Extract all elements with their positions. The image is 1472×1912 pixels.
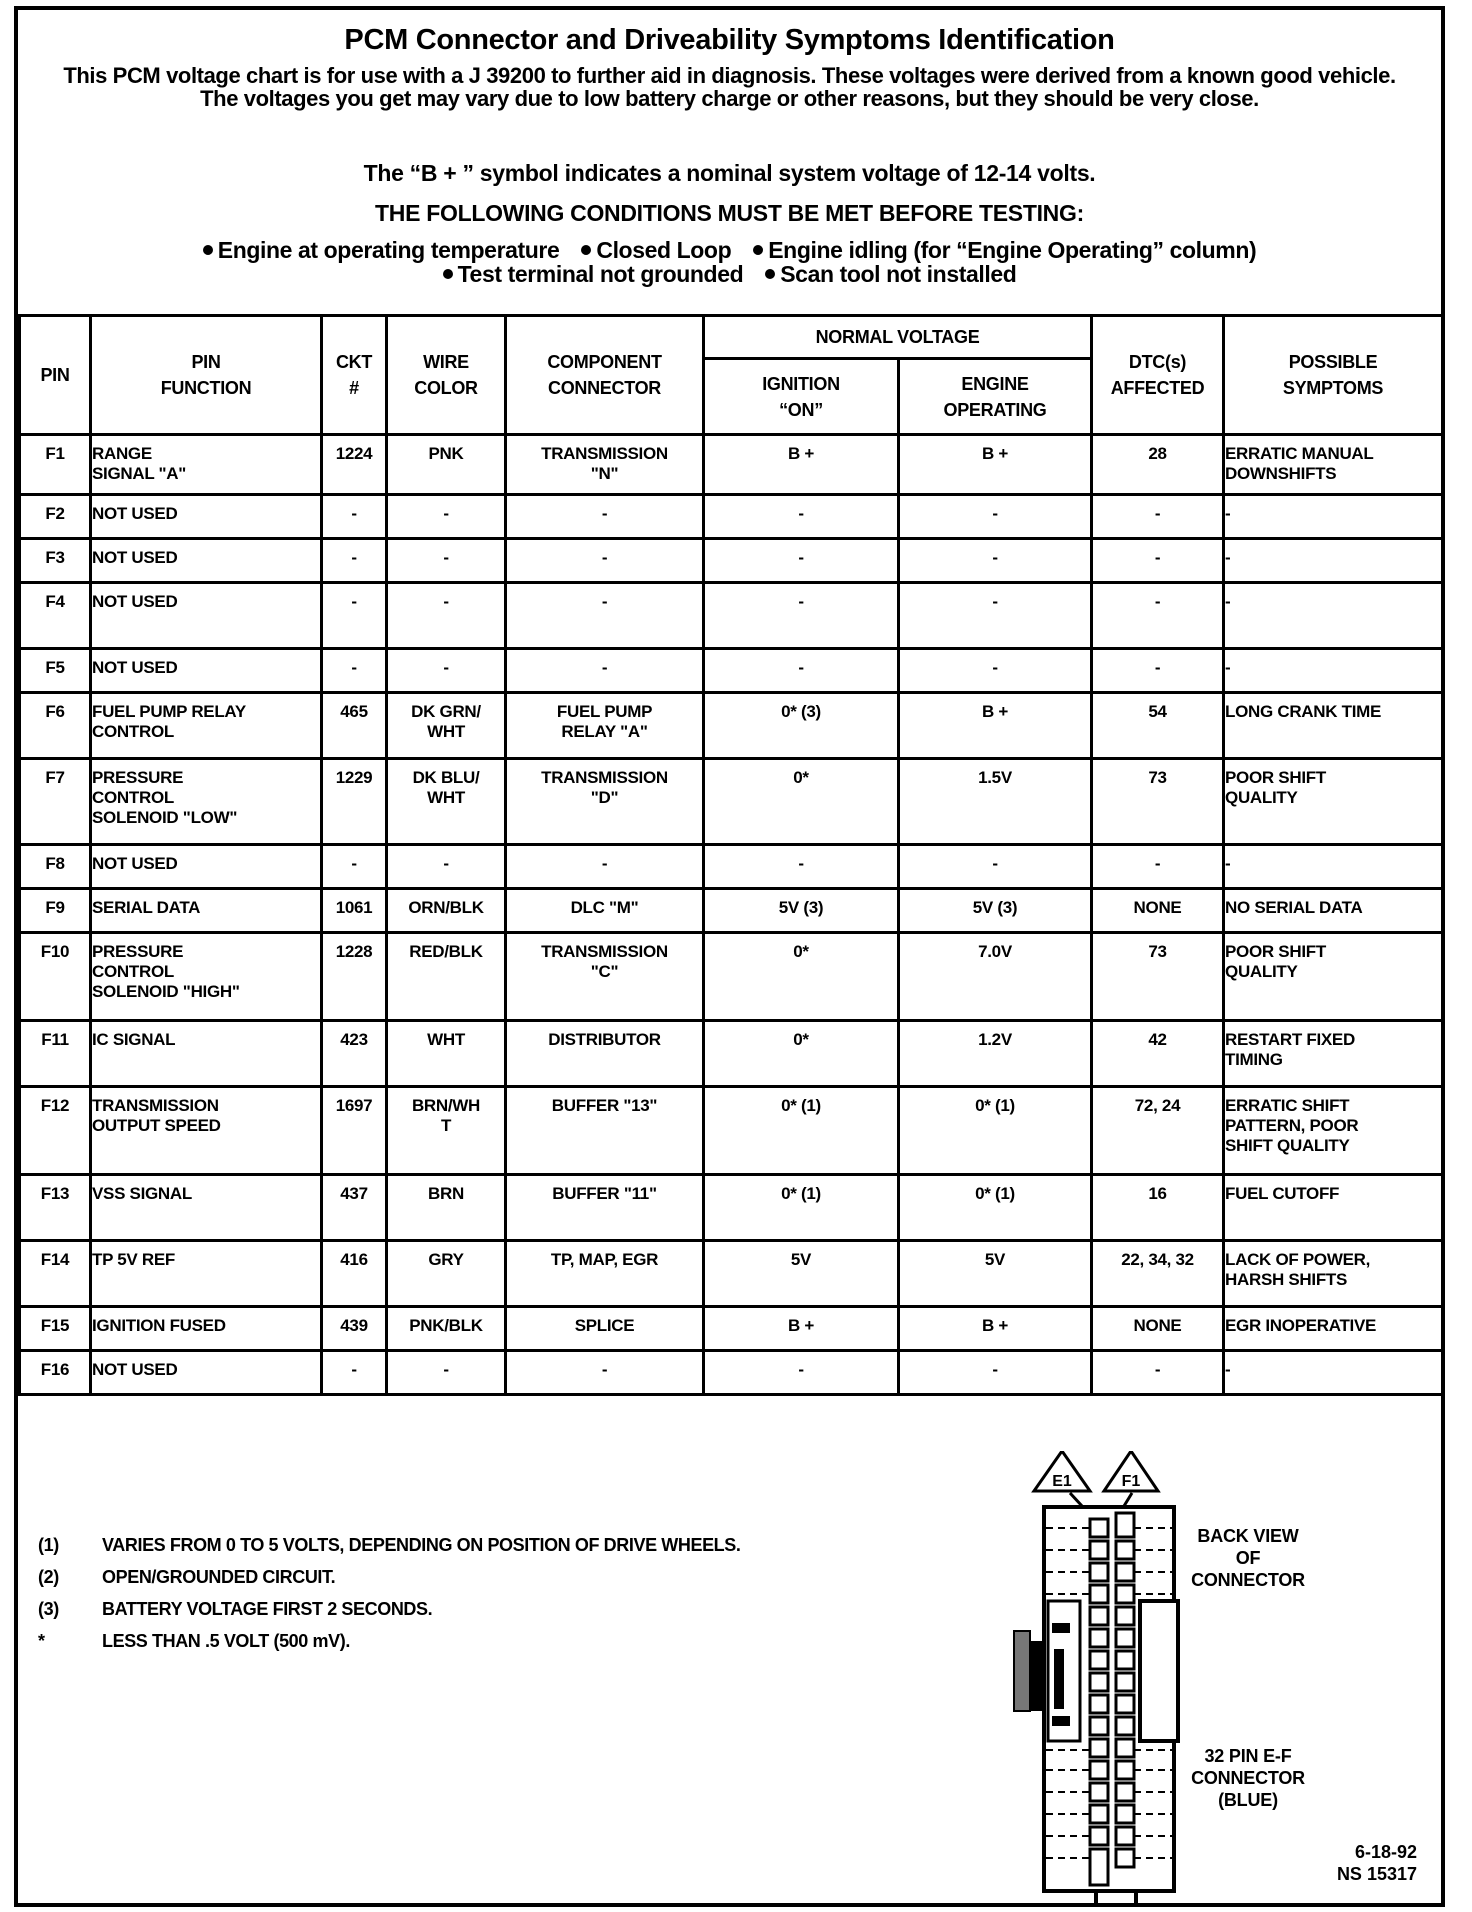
pin-cell: F10	[20, 933, 91, 1021]
table-row	[20, 1175, 1443, 1241]
dtc-affected-cell: 73	[1092, 933, 1224, 1021]
ignition-on-voltage-cell: -	[704, 583, 899, 649]
ckt-cell: -	[322, 1351, 387, 1395]
table-row	[20, 1087, 1443, 1175]
ignition-on-voltage-cell: -	[704, 845, 899, 889]
pin-function-cell: IGNITION FUSED	[91, 1307, 322, 1351]
conditions-title: THE FOLLOWING CONDITIONS MUST BE MET BEFORE TESTING:	[375, 200, 1084, 226]
footnote-3: (3) BATTERY VOLTAGE FIRST 2 SECONDS.	[38, 1599, 433, 1619]
bullet-icon	[203, 245, 213, 255]
engine-operating-voltage-cell: 7.0V	[899, 933, 1092, 1021]
wire-color-cell: -	[387, 583, 506, 649]
dtc-affected-cell: 28	[1092, 435, 1224, 495]
wire-color-cell: BRN/WH T	[387, 1087, 506, 1175]
pin-function-cell: NOT USED	[91, 649, 322, 693]
ignition-on-voltage-cell: 0* (1)	[704, 1175, 899, 1241]
possible-symptoms-cell: -	[1224, 1351, 1443, 1395]
ckt-cell: 437	[322, 1175, 387, 1241]
engine-operating-voltage-cell: 5V (3)	[899, 889, 1092, 933]
pin-cell: F15	[20, 1307, 91, 1351]
possible-symptoms-cell: FUEL CUTOFF	[1224, 1175, 1443, 1241]
table-row	[20, 495, 1443, 539]
table-row	[20, 1241, 1443, 1307]
table-row	[20, 933, 1443, 1021]
dtc-affected-cell: NONE	[1092, 1307, 1224, 1351]
ckt-cell: -	[322, 583, 387, 649]
header-possible-symptoms: POSSIBLE SYMPTOMS	[1224, 316, 1443, 435]
pin-cell: F6	[20, 693, 91, 759]
pin-cell: F13	[20, 1175, 91, 1241]
pin-cell: F2	[20, 495, 91, 539]
ckt-cell: -	[322, 539, 387, 583]
e1-label: E1	[1052, 1473, 1072, 1490]
ignition-on-voltage-cell: -	[704, 539, 899, 583]
engine-operating-voltage-cell: -	[899, 539, 1092, 583]
engine-operating-voltage-cell: 1.2V	[899, 1021, 1092, 1087]
component-connector-cell: SPLICE	[506, 1307, 704, 1351]
pin-function-cell: IC SIGNAL	[91, 1021, 322, 1087]
bullet-icon	[765, 269, 775, 279]
footnotes	[38, 1529, 740, 1657]
pin-cell: F1	[20, 435, 91, 495]
ckt-cell: 416	[322, 1241, 387, 1307]
table-row	[20, 583, 1443, 649]
table-row	[20, 889, 1443, 933]
pin-function-cell: SERIAL DATA	[91, 889, 322, 933]
component-connector-cell: TRANSMISSION "D"	[506, 759, 704, 845]
pin-function-cell: RANGE SIGNAL "A"	[91, 435, 322, 495]
dtc-affected-cell: -	[1092, 845, 1224, 889]
component-connector-cell: -	[506, 495, 704, 539]
pin-cell: F8	[20, 845, 91, 889]
dtc-affected-cell: -	[1092, 583, 1224, 649]
ignition-on-voltage-cell: -	[704, 649, 899, 693]
component-connector-cell: TRANSMISSION "N"	[506, 435, 704, 495]
table-row	[20, 649, 1443, 693]
table-row	[20, 1351, 1443, 1395]
dtc-affected-cell: 16	[1092, 1175, 1224, 1241]
table-row	[20, 1307, 1443, 1351]
component-connector-cell: -	[506, 845, 704, 889]
ckt-cell: 1224	[322, 435, 387, 495]
engine-operating-voltage-cell: -	[899, 583, 1092, 649]
possible-symptoms-cell: -	[1224, 495, 1443, 539]
pin-function-cell: FUEL PUMP RELAY CONTROL	[91, 693, 322, 759]
dtc-affected-cell: 42	[1092, 1021, 1224, 1087]
conditions-line-2	[18, 262, 1441, 286]
engine-operating-voltage-cell: 5V	[899, 1241, 1092, 1307]
ignition-on-voltage-cell: 0*	[704, 1021, 899, 1087]
wire-color-cell: -	[387, 1351, 506, 1395]
ckt-cell: 1228	[322, 933, 387, 1021]
pin-cell: F7	[20, 759, 91, 845]
back-view-label: BACK VIEW OF CONNECTOR	[1191, 1526, 1305, 1590]
pin-cell: F14	[20, 1241, 91, 1307]
bplus-note: The “B + ” symbol indicates a nominal system voltage of 12-14 volts.	[363, 160, 1096, 186]
ckt-cell: 439	[322, 1307, 387, 1351]
possible-symptoms-cell: LONG CRANK TIME	[1224, 693, 1443, 759]
pin-function-cell: NOT USED	[91, 495, 322, 539]
footnote-2: (2) OPEN/GROUNDED CIRCUIT.	[38, 1567, 336, 1587]
component-connector-cell: FUEL PUMP RELAY "A"	[506, 693, 704, 759]
dtc-affected-cell: 73	[1092, 759, 1224, 845]
ckt-cell: 1697	[322, 1087, 387, 1175]
engine-operating-voltage-cell: 0* (1)	[899, 1087, 1092, 1175]
ckt-cell: -	[322, 649, 387, 693]
ckt-cell: 1061	[322, 889, 387, 933]
pin-cell: F16	[20, 1351, 91, 1395]
wire-color-cell: WHT	[387, 1021, 506, 1087]
engine-operating-voltage-cell: -	[899, 845, 1092, 889]
document-frame	[14, 6, 1445, 1907]
wire-color-cell: GRY	[387, 1241, 506, 1307]
header-dtc-affected: DTC(s) AFFECTED	[1092, 316, 1224, 435]
dtc-affected-cell: 54	[1092, 693, 1224, 759]
ignition-on-voltage-cell: 5V (3)	[704, 889, 899, 933]
component-connector-cell: DLC "M"	[506, 889, 704, 933]
engine-operating-voltage-cell: 0* (1)	[899, 1175, 1092, 1241]
table-row	[20, 693, 1443, 759]
possible-symptoms-cell: POOR SHIFT QUALITY	[1224, 933, 1443, 1021]
header-engine-operating: ENGINE OPERATING	[899, 359, 1092, 435]
ignition-on-voltage-cell: -	[704, 495, 899, 539]
table-row	[20, 759, 1443, 845]
bullet-icon	[753, 245, 763, 255]
dtc-affected-cell: -	[1092, 649, 1224, 693]
footnote-1: (1) VARIES FROM 0 TO 5 VOLTS, DEPENDING ON POSITION OF DRIVE WHEELS.	[38, 1535, 741, 1555]
component-connector-cell: TRANSMISSION "C"	[506, 933, 704, 1021]
dtc-affected-cell: 72, 24	[1092, 1087, 1224, 1175]
component-connector-cell: -	[506, 583, 704, 649]
pin-cell: F3	[20, 539, 91, 583]
dtc-affected-cell: -	[1092, 1351, 1224, 1395]
ckt-cell: -	[322, 845, 387, 889]
pin-function-cell: VSS SIGNAL	[91, 1175, 322, 1241]
engine-operating-voltage-cell: B +	[899, 1307, 1092, 1351]
table-row	[20, 539, 1443, 583]
wire-color-cell: RED/BLK	[387, 933, 506, 1021]
possible-symptoms-cell: -	[1224, 845, 1443, 889]
component-connector-cell: -	[506, 539, 704, 583]
possible-symptoms-cell: NO SERIAL DATA	[1224, 889, 1443, 933]
page-title: PCM Connector and Driveability Symptoms Identification	[344, 24, 1115, 56]
possible-symptoms-cell: RESTART FIXED TIMING	[1224, 1021, 1443, 1087]
ckt-cell: -	[322, 495, 387, 539]
document-date: 6-18-92	[1354, 1842, 1417, 1862]
condition-item: Engine at operating temperature	[203, 237, 560, 263]
wire-color-cell: DK BLU/ WHT	[387, 759, 506, 845]
possible-symptoms-cell: -	[1224, 649, 1443, 693]
ignition-on-voltage-cell: 0* (3)	[704, 693, 899, 759]
footer-section	[18, 1421, 1441, 1903]
ignition-on-voltage-cell: 0*	[704, 933, 899, 1021]
wire-color-cell: BRN	[387, 1175, 506, 1241]
condition-item: Engine idling (for “Engine Operating” column)	[753, 237, 1256, 263]
ignition-on-voltage-cell: 0* (1)	[704, 1087, 899, 1175]
ignition-on-voltage-cell: B +	[704, 1307, 899, 1351]
wire-color-cell: -	[387, 539, 506, 583]
engine-operating-voltage-cell: 1.5V	[899, 759, 1092, 845]
conditions-line-1	[18, 238, 1441, 262]
wire-color-cell: ORN/BLK	[387, 889, 506, 933]
possible-symptoms-cell: -	[1224, 539, 1443, 583]
header-wire-color: WIRE COLOR	[387, 316, 506, 435]
wire-color-cell: PNK	[387, 435, 506, 495]
ckt-cell: 465	[322, 693, 387, 759]
component-connector-cell: BUFFER "13"	[506, 1087, 704, 1175]
engine-operating-voltage-cell: B +	[899, 435, 1092, 495]
engine-operating-voltage-cell: -	[899, 495, 1092, 539]
pin-function-cell: NOT USED	[91, 583, 322, 649]
engine-operating-voltage-cell: B +	[899, 693, 1092, 759]
footnote-asterisk: * LESS THAN .5 VOLT (500 mV).	[38, 1631, 350, 1651]
component-connector-cell: TP, MAP, EGR	[506, 1241, 704, 1307]
ckt-cell: 423	[322, 1021, 387, 1087]
component-connector-cell: -	[506, 1351, 704, 1395]
table-row	[20, 1021, 1443, 1087]
pcm-voltage-table	[18, 314, 1444, 1396]
table-row	[20, 435, 1443, 495]
possible-symptoms-cell: ERRATIC SHIFT PATTERN, POOR SHIFT QUALITY	[1224, 1087, 1443, 1175]
pin-function-cell: NOT USED	[91, 845, 322, 889]
pin-function-cell: NOT USED	[91, 1351, 322, 1395]
ckt-cell: 1229	[322, 759, 387, 845]
component-connector-cell: -	[506, 649, 704, 693]
wire-color-cell: -	[387, 649, 506, 693]
wire-color-cell: -	[387, 845, 506, 889]
document-header	[18, 10, 1441, 314]
component-connector-cell: BUFFER "11"	[506, 1175, 704, 1241]
wire-color-cell: PNK/BLK	[387, 1307, 506, 1351]
possible-symptoms-cell: ERRATIC MANUAL DOWNSHIFTS	[1224, 435, 1443, 495]
pin-cell: F5	[20, 649, 91, 693]
f1-label: F1	[1121, 1473, 1141, 1490]
header-component-connector: COMPONENT CONNECTOR	[506, 316, 704, 435]
dtc-affected-cell: NONE	[1092, 889, 1224, 933]
possible-symptoms-cell: EGR INOPERATIVE	[1224, 1307, 1443, 1351]
intro-paragraph: This PCM voltage chart is for use with a J 39200 to further aid in diagnosis. These voltages were derived from a known good vehicle. The voltages you get may vary due to low battery charge or other reasons, but they should be very close.	[63, 63, 1396, 111]
possible-symptoms-cell: LACK OF POWER, HARSH SHIFTS	[1224, 1241, 1443, 1307]
pin-function-cell: PRESSURE CONTROL SOLENOID "HIGH"	[91, 933, 322, 1021]
possible-symptoms-cell: -	[1224, 583, 1443, 649]
condition-item: Scan tool not installed	[765, 261, 1016, 287]
bullet-icon	[581, 245, 591, 255]
component-connector-cell: DISTRIBUTOR	[506, 1021, 704, 1087]
header-normal-voltage: NORMAL VOLTAGE	[704, 316, 1092, 359]
connector-diagram-icon	[1004, 1451, 1184, 1911]
engine-operating-voltage-cell: -	[899, 649, 1092, 693]
dtc-affected-cell: -	[1092, 539, 1224, 583]
document-id	[1337, 1841, 1417, 1885]
header-pin: PIN	[20, 316, 91, 435]
pin-function-cell: NOT USED	[91, 539, 322, 583]
condition-item: Closed Loop	[581, 237, 731, 263]
pin-cell: F12	[20, 1087, 91, 1175]
dtc-affected-cell: 22, 34, 32	[1092, 1241, 1224, 1307]
wire-color-cell: -	[387, 495, 506, 539]
condition-item: Test terminal not grounded	[443, 261, 744, 287]
table-body	[20, 435, 1443, 1395]
ignition-on-voltage-cell: 0*	[704, 759, 899, 845]
ignition-on-voltage-cell: 5V	[704, 1241, 899, 1307]
ignition-on-voltage-cell: B +	[704, 435, 899, 495]
pin-function-cell: TRANSMISSION OUTPUT SPEED	[91, 1087, 322, 1175]
header-ignition-on: IGNITION “ON”	[704, 359, 899, 435]
possible-symptoms-cell: POOR SHIFT QUALITY	[1224, 759, 1443, 845]
document-number: NS 15317	[1336, 1864, 1417, 1884]
connector-pin-label: 32 PIN E-F CONNECTOR (BLUE)	[1191, 1746, 1305, 1810]
pin-function-cell: PRESSURE CONTROL SOLENOID "LOW"	[91, 759, 322, 845]
header-ckt: CKT #	[322, 316, 387, 435]
pin-cell: F4	[20, 583, 91, 649]
dtc-affected-cell: -	[1092, 495, 1224, 539]
table-header-row	[20, 316, 1443, 359]
header-pin-function: PIN FUNCTION	[91, 316, 322, 435]
bullet-icon	[443, 269, 453, 279]
table-row	[20, 845, 1443, 889]
pin-cell: F9	[20, 889, 91, 933]
wire-color-cell: DK GRN/ WHT	[387, 693, 506, 759]
pin-function-cell: TP 5V REF	[91, 1241, 322, 1307]
engine-operating-voltage-cell: -	[899, 1351, 1092, 1395]
pin-cell: F11	[20, 1021, 91, 1087]
ignition-on-voltage-cell: -	[704, 1351, 899, 1395]
